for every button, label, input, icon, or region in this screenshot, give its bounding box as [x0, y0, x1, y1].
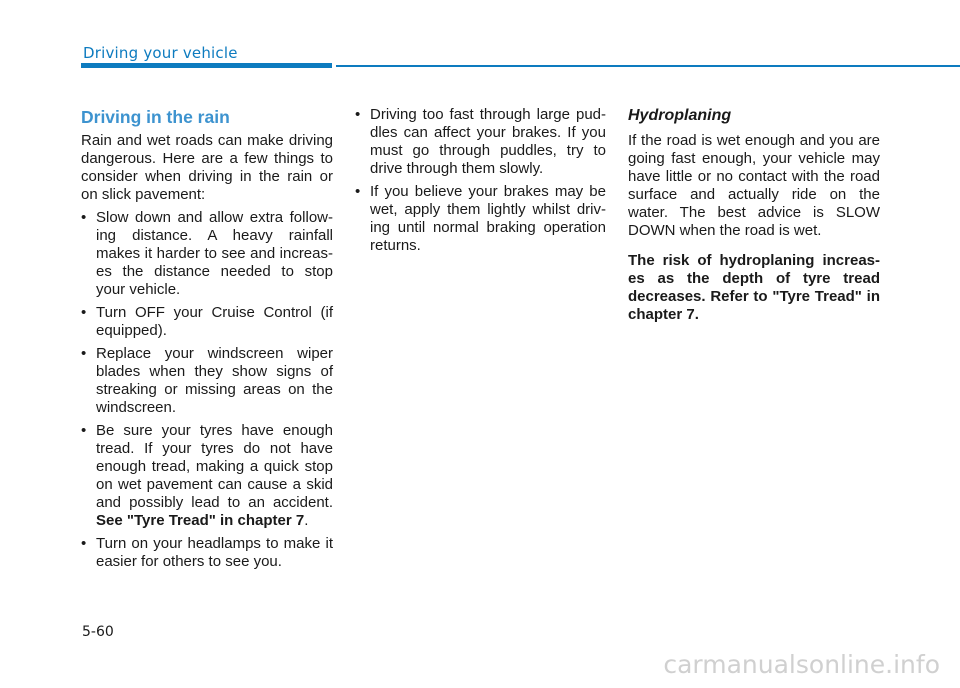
rain-tips-list [81, 209, 333, 571]
header-rule-thick [81, 63, 332, 68]
cross-reference: See "Tyre Tread" in chapter 7 [96, 512, 305, 529]
column-left [81, 106, 333, 571]
brake-tips-list [355, 106, 606, 255]
subsection-heading: Hydroplaning [628, 107, 732, 124]
header-rule-thin [336, 65, 960, 67]
intro-paragraph: Rain and wet roads can make driving dangerous. Here are a few things to consider when driving in the rain or on slick pavement: [81, 132, 333, 203]
column-middle [355, 106, 606, 255]
column-right [628, 106, 880, 324]
list-item: • Slow down and allow extra follow-ing distance. A heavy rainfall makes it harder to see and increas-es the distance needed to stop your vehicle. [81, 209, 333, 299]
list-item: • Turn on your headlamps to make it easier for others to see you. [81, 535, 333, 571]
list-item: • Replace your windscreen wiper blades when they show signs of streaking or missing areas on the windscreen. [81, 345, 333, 417]
hydroplaning-paragraph: If the road is wet enough and you are going fast enough, your vehicle may have little or no contact with the road surface and actually ride on the water. The best advice is SLOW DOWN when the road is wet. [628, 132, 880, 239]
list-item [81, 422, 333, 530]
watermark: carmanualsonline.info [663, 650, 940, 679]
section-header-title: Driving your vehicle [83, 44, 238, 62]
list-item-text: Be sure your tyres have enough tread. If your tyres do not have enough tread, making a quick stop on wet pavement can cause a skid and possibly lead to an accident. [96, 422, 333, 511]
list-item: • If you believe your brakes may be wet, apply them lightly whilst driv-ing until normal braking operation returns. [355, 183, 606, 255]
list-item: • Turn OFF your Cruise Control (if equipped). [81, 304, 333, 340]
page-number: 5-60 [82, 624, 114, 640]
list-item: • Driving too fast through large pud-dles can affect your brakes. If you must go through puddles, try to drive through them slowly. [355, 106, 606, 178]
section-heading: Driving in the rain [81, 107, 230, 127]
cross-reference-end: . [304, 512, 309, 529]
tyre-tread-note: The risk of hydroplaning increas-es as the depth of tyre tread decreases. Refer to "Tyre Tread" in chapter 7. [628, 252, 880, 323]
